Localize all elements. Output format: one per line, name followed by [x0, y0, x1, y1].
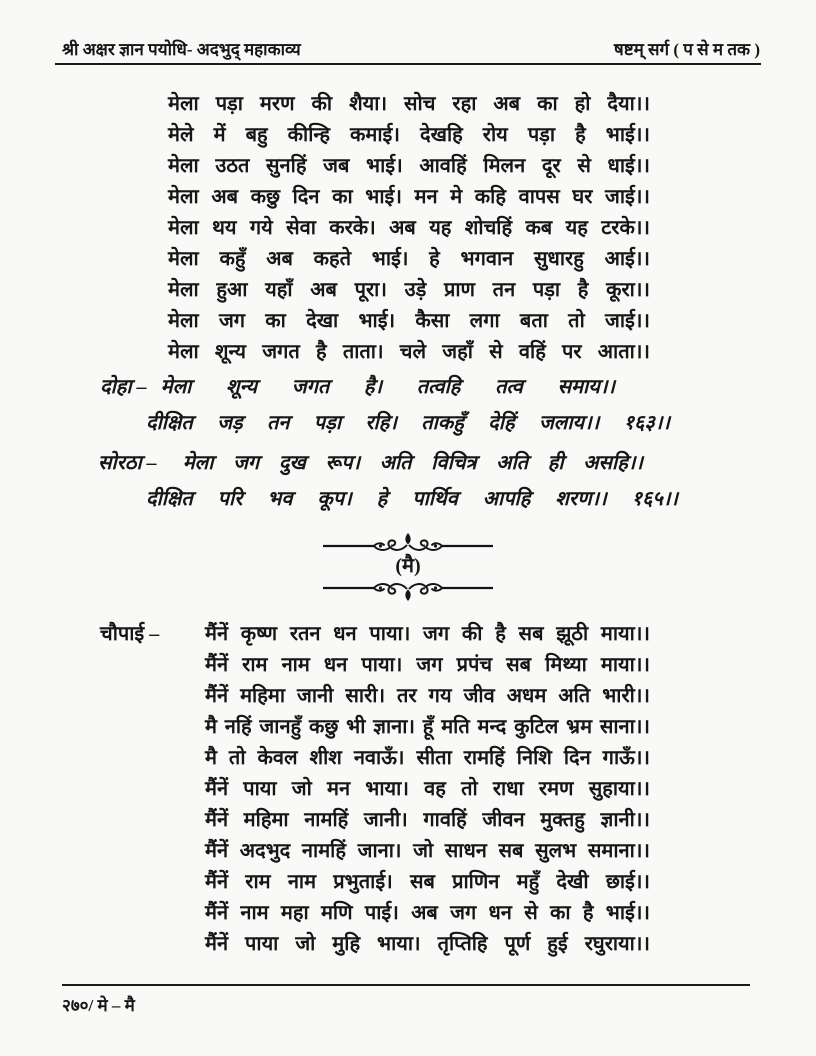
ornamental-divider-icon — [323, 578, 493, 602]
soratha-line-1 — [98, 450, 643, 476]
header-book-title: श्री अक्षर ज्ञान पयोधि- अदभुद् महाकाव्य — [62, 40, 301, 59]
verse-line: मैंनें राम नाम प्रभुताई। सब प्राणिन महुँ देखी छाई।। — [205, 871, 650, 893]
doha-label: दोहा – — [100, 376, 147, 398]
header-chapter-title: षष्टम् सर्ग ( प से म तक ) — [613, 40, 760, 59]
footer-rule — [62, 984, 750, 986]
footer-page-number: २७०/ मे – मै — [62, 996, 135, 1015]
verse-line: मेला शून्य जगत है ताता। चले जहाँ से वहिं पर आता।। — [168, 341, 650, 363]
verse-line: मै तो केवल शीश नवाऊँ। सीता रामहिं निशि दिन गाऊँ।। — [205, 747, 650, 769]
doha-text: दीक्षित जड़ तन पड़ा रहि। ताकहुँ देहिं जलाय।। १६३।। — [146, 412, 670, 434]
doha-line-2 — [146, 410, 670, 436]
doha-line-1 — [100, 374, 615, 400]
verse-line: मैंनें कृष्ण रतन धन पाया। जग की है सब झूठी माया।। — [205, 623, 650, 645]
soratha-line-2 — [146, 486, 678, 512]
verse-line: मैंनें अदभुद नामहिं जाना। जो साधन सब सुलभ समाना।। — [205, 840, 650, 862]
verse-line: मेला उठत सुनहिं जब भाई। आवहिं मिलन दूर से धाई।। — [168, 155, 650, 177]
verse-line: मेला अब कछु दिन का भाई। मन मे कहि वापस घर जाई।। — [168, 186, 650, 208]
verse-line: मै नहिं जानहुँ कछु भी ज्ञाना। हूँ मति मन्द कुटिल भ्रम साना।। — [205, 716, 650, 738]
soratha-label: सोरठा – — [98, 452, 157, 474]
mela-verse-block — [168, 89, 650, 368]
header-rule — [55, 63, 761, 65]
soratha-text: मेला जग दुख रूप। अति विचित्र अति ही असहि।। — [182, 452, 643, 474]
verse-line: मैंनें राम नाम धन पाया। जग प्रपंच सब मिथ्या माया।। — [205, 654, 650, 676]
verse-line: मेला कहुँ अब कहते भाई। हे भगवान सुधारहु आई।। — [168, 248, 650, 270]
verse-line: मेले में बहु कीन्हि कमाई। देखहि रोय पड़ा है भाई।। — [168, 124, 650, 146]
verse-line: मैंनें पाया जो मुहि भाया। तृप्तिहि पूर्ण हुई रघुराया।। — [205, 933, 650, 955]
verse-line: मैंनें पाया जो मन भाया। वह तो राधा रमण सुहाया।। — [205, 778, 650, 800]
verse-line: मेला हुआ यहाँ अब पूरा। उड़े प्राण तन पड़ा है कूरा।। — [168, 279, 650, 301]
verse-line: मेला थय गये सेवा करके। अब यह शोचहिं कब यह टरके।। — [168, 217, 650, 239]
chaupai-label: चौपाई – — [100, 623, 160, 645]
verse-line: मेला जग का देखा भाई। कैसा लगा बता तो जाई।। — [168, 310, 650, 332]
doha-text: मेला शून्य जगत है। तत्वहि तत्व समाय।। — [160, 376, 615, 398]
verse-line: मैंनें महिमा नामहिं जानी। गावहिं जीवन मुक्तहु ज्ञानी।। — [205, 809, 650, 831]
soratha-text: दीक्षित परि भव कूप। हे पार्थिव आपहि शरण।। १६५।। — [146, 488, 678, 510]
section-letter-heading: (मै) — [395, 555, 421, 577]
chaupai-verse-block — [205, 619, 650, 960]
verse-line: मैंनें नाम महा मणि पाई। अब जग धन से का है भाई।। — [205, 902, 650, 924]
verse-line: मैंनें महिमा जानी सारी। तर गय जीव अधम अति भारी।। — [205, 685, 650, 707]
verse-line: मेला पड़ा मरण की शैया। सोच रहा अब का हो दैया।। — [168, 93, 650, 115]
